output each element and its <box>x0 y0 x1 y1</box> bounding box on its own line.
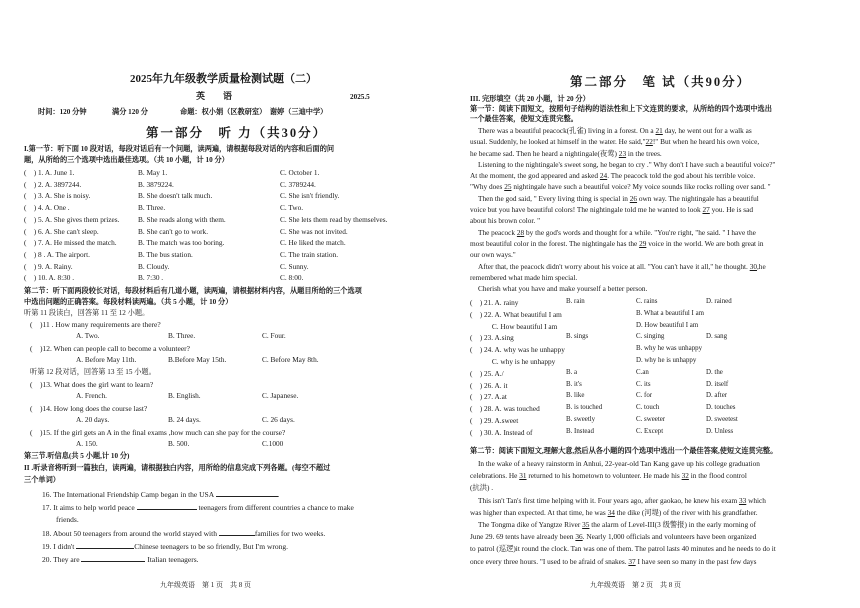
q9-option-b[interactable]: B. Cloudy. <box>138 261 170 271</box>
fill-20-blank[interactable] <box>81 554 145 562</box>
cloze-option-row8-b[interactable]: B. it's <box>566 380 582 388</box>
section3-instruction: II .听录音将听到一篇独白，读两遍，请根据独白内容，用所给的信息完成下列各题。(每空不超过 <box>24 464 331 472</box>
part-two-heading: 第二部分 笔 试（共90分） <box>570 75 752 89</box>
q8-option-c[interactable]: C. The train station. <box>280 249 339 259</box>
q7-option-b[interactable]: B. The match was too boring. <box>138 238 225 248</box>
fill-16: 16. The International Friendship Camp began in the USA . <box>42 490 280 499</box>
fill-16-blank[interactable] <box>216 489 278 497</box>
cloze-option-row4-n[interactable]: ( ) 23. A.sing <box>470 333 514 343</box>
q5-option-a[interactable]: ( ) 5. A. She gives them prizes. <box>24 214 120 224</box>
q11: ( )11 . How many requirements are there? <box>30 320 161 329</box>
q7-option-a[interactable]: ( ) 7. A. He missed the match. <box>24 238 117 248</box>
blank-35[interactable]: 35 <box>582 520 590 530</box>
blank-33[interactable]: 33 <box>738 495 747 505</box>
q12-option-a[interactable]: A. Before May 11th. <box>76 355 137 364</box>
section2-instruction: 第二节：听下面两段较长对话，每段材料后有几道小题，读两遍，请根据材料内容，从题目所给的三个选项 <box>24 287 362 295</box>
blank-23[interactable]: 23 <box>618 148 627 158</box>
reading-passage: In the wake of a heavy rainstorm in Anhui, 22-year-old Tan Kang gave up his college graduation celebrations. He 31 returned to his hometown to volunteer. He made his 32 in the flood control (抗洪) . This isn't Tan's first time helping with it. Four years ago, after gaokao, he knew his exam 33 which was higher than expected. At that time, he was 34 the dike (河堤) of the river with his grandfather. The Tongma dike of Yangtze River 35 the alarm of Level-III(3 级警报) in the early morning of June 29. 69 tents have already been 36. Nearly 1,000 officials and volunteers have been organized to patrol (巡逻)it round the clock. Tan was one of them. The patrol lasts 40 minutes and he needs to do it once every three hours. "I used to be afraid of snakes. 37 I have seen so many in the past few days <box>470 459 776 566</box>
cloze-option-row10-c[interactable]: C. touch <box>636 404 660 412</box>
fill-18-blank[interactable] <box>219 528 255 536</box>
right-page <box>430 0 860 608</box>
q12: ( )12. When can people call to become a volunteer? <box>30 344 191 353</box>
q3-option-b[interactable]: B. She doesn't talk much. <box>138 191 213 201</box>
cloze-option-row2-c[interactable]: B. What a beautiful I am <box>636 309 704 317</box>
cloze-option-row8-n[interactable]: ( ) 26. A. it <box>470 380 508 390</box>
q8-option-b[interactable]: B. The bus station. <box>138 249 193 259</box>
fill-17-cont: friends. <box>56 515 79 524</box>
cloze-option-row7-b[interactable]: B. a <box>566 368 578 376</box>
cloze-option-row10-n[interactable]: ( ) 28. A. was touched <box>470 404 540 414</box>
cloze-option-row4-d[interactable]: D. sang <box>706 333 728 341</box>
q15-option-c[interactable]: C.1000 <box>262 439 284 448</box>
cloze-option-row7-c[interactable]: C.an <box>636 368 649 376</box>
q14-option-b[interactable]: B. 24 days. <box>168 415 201 424</box>
cloze-option-row6-c[interactable]: D. why he is unhappy <box>636 357 697 364</box>
cloze-option-row2-n[interactable]: ( ) 22. A. What beautiful I am <box>470 309 562 319</box>
q9-option-c[interactable]: C. Sunny. <box>280 261 309 271</box>
q15-option-b[interactable]: B. 500. <box>168 439 190 448</box>
q12-option-c[interactable]: C. Before May 8th. <box>262 355 319 364</box>
blank-32[interactable]: 32 <box>681 471 689 481</box>
cloze-option-row12-n[interactable]: ( ) 30. A. Instead of <box>470 427 533 437</box>
blank-24[interactable]: 24 <box>599 171 608 181</box>
cloze-option-row11-d[interactable]: D. sweetest <box>706 416 738 423</box>
q13: ( )13. What does the girl want to learn? <box>30 380 154 389</box>
blank-28[interactable]: 28 <box>516 227 525 237</box>
cloze-option-row9-b[interactable]: B. like <box>566 392 585 400</box>
page-footer-2: 九年级英语 第 2 页 共 8 页 <box>590 581 681 589</box>
cloze-option-row11-n[interactable]: ( ) 29. A.sweet <box>470 416 519 425</box>
q7-option-c[interactable]: C. He liked the match. <box>280 238 346 248</box>
exam-title: 2025年九年级教学质量检测试题（二） <box>130 73 317 85</box>
fill-18: 18. About 50 teenagers from around the world stayed with families for two weeks. <box>42 529 326 538</box>
q3-option-a[interactable]: ( ) 3. A. She is noisy. <box>24 191 91 201</box>
blank-25[interactable]: 25 <box>504 182 512 192</box>
blank-26[interactable]: 26 <box>629 193 638 203</box>
cloze-instruction: 第一节：阅读下面短文，按照句子结构的语法性和上下文连贯的要求，从所给的四个选项中选出 <box>470 105 772 113</box>
q1-option-a[interactable]: ( ) 1. A. June 1. <box>24 168 75 177</box>
q6-option-a[interactable]: ( ) 6. A. She can't sleep. <box>24 226 99 236</box>
q10-option-a[interactable]: ( ) 10. A. 8:30 . <box>24 273 75 283</box>
cloze-option-row12-b[interactable]: B. Instead <box>566 427 594 435</box>
cloze-option-row3-n[interactable]: C. How beautiful I am <box>470 321 558 331</box>
section2-instruction-2: 中选出问题的正确答案。每段材料读两遍。（共 5 小题，计 10 分） <box>24 298 233 306</box>
q14: ( )14. How long does the course last? <box>30 404 148 413</box>
listen-instruction-2: 听第 12 段对话，回答第 13 至 15 小题。 <box>30 368 156 376</box>
part-one-heading: 第一部分 听 力（共30分） <box>146 126 328 140</box>
cloze-option-row9-d[interactable]: D. after <box>706 392 728 400</box>
q2-option-b[interactable]: B. 3879224. <box>138 179 174 189</box>
q1-option-c[interactable]: C. October 1. <box>280 168 320 177</box>
q11-option-b[interactable]: B. Three. <box>168 331 196 340</box>
cloze-option-row1-c[interactable]: C. rains <box>636 298 658 305</box>
reading-instruction: 第二节：阅读下面短文,理解大意,然后从各小题的四个选项中选出一个最佳答案,使短文连贯完整。 <box>470 447 778 455</box>
cloze-option-row10-b[interactable]: B. is touched <box>566 404 603 412</box>
cloze-option-row8-c[interactable]: C. its <box>636 380 651 388</box>
q6-option-b[interactable]: B. She can't go to work. <box>138 226 209 236</box>
cloze-option-row11-b[interactable]: B. sweetly <box>566 416 596 423</box>
blank-34[interactable]: 34 <box>607 507 615 517</box>
q4-option-a[interactable]: ( ) 4. A. One . <box>24 203 70 213</box>
cloze-option-row5-c[interactable]: B. why he was unhappy <box>636 345 703 353</box>
q13-option-c[interactable]: C. Japanese. <box>262 391 299 400</box>
q14-option-a[interactable]: A. 20 days. <box>76 415 110 424</box>
exam-date: 2025.5 <box>350 93 370 101</box>
q10-option-b[interactable]: B. 7:30 . <box>138 273 164 283</box>
blank-22[interactable]: 22 <box>645 137 653 147</box>
cloze-option-row1-b[interactable]: B. rain <box>566 298 585 305</box>
q1-option-b[interactable]: B. May 1. <box>138 168 168 177</box>
q2-option-a[interactable]: ( ) 2. A. 3897244. <box>24 179 82 189</box>
q15-option-a[interactable]: A. 150. <box>76 439 98 448</box>
blank-37[interactable]: 37 <box>628 556 636 566</box>
section3-heading: 第三节.听信息(共 5 小题,计 10 分) <box>24 452 130 460</box>
q5-option-c[interactable]: C. She lets them read by themselves. <box>280 214 388 224</box>
cloze-option-row7-d[interactable]: D. the <box>706 368 723 376</box>
blank-30[interactable]: 30 <box>749 261 757 271</box>
section3-instruction-2: 三个单词） <box>24 476 60 484</box>
exam-score: 满分 120 分 <box>112 108 148 116</box>
blank-29[interactable]: 29 <box>639 238 647 248</box>
cloze-option-row11-c[interactable]: C. sweeter <box>636 416 666 423</box>
fill-19-blank[interactable] <box>76 541 134 549</box>
q4-option-c[interactable]: C. Two. <box>280 203 304 213</box>
q10-option-c[interactable]: C. 8:00. <box>280 273 304 283</box>
blank-27[interactable]: 27 <box>702 205 710 215</box>
exam-authors: 命题：权小娟（区教研室） 谢婷（三迪中学） <box>180 108 328 116</box>
blank-36[interactable]: 36 <box>575 532 583 542</box>
fill-20: 20. They are Italian teenagers. <box>42 555 199 564</box>
q13-option-a[interactable]: A. French. <box>76 391 108 400</box>
cloze-option-row9-c[interactable]: C. for <box>636 392 653 400</box>
section1-instruction-2: 题，从所给的三个选项中选出最佳选项。（共 10 小题，计 10 分） <box>24 156 229 164</box>
cloze-section-heading: III. 完形填空（共 20 小题，计 20 分） <box>470 95 590 103</box>
q2-option-c[interactable]: C. 3789244. <box>280 179 316 189</box>
q3-option-c[interactable]: C. She isn't friendly. <box>280 191 340 201</box>
q12-option-b[interactable]: B.Before May 15th. <box>168 355 227 364</box>
q15: ( )15. If the girl gets an A in the final exams ,how much can she pay for the course? <box>30 428 286 437</box>
fill-17: 17. It aims to help world peace teenagers from different countries a chance to make <box>42 503 354 512</box>
q5-option-b[interactable]: B. She reads along with them. <box>138 214 226 224</box>
cloze-option-row8-d[interactable]: D. itself <box>706 380 729 388</box>
cloze-option-row3-c[interactable]: D. How beautiful I am <box>636 321 699 329</box>
cloze-option-row6-n[interactable]: C. why is he unhappy <box>470 357 556 366</box>
section1-instruction: I.第一节：听下面 10 段对话，每段对话后有一个问题，读两遍，请根据每段对话的内容和后面的问 <box>24 145 335 153</box>
cloze-option-row7-n[interactable]: ( ) 25. A./ <box>470 368 504 378</box>
q14-option-c[interactable]: C. 26 days. <box>262 415 295 424</box>
cloze-option-row5-n[interactable]: ( ) 24. A. why was he unhappy <box>470 345 565 355</box>
blank-31[interactable]: 31 <box>519 471 527 481</box>
cloze-option-row12-c[interactable]: C. Except <box>636 427 664 435</box>
subject: 英 语 <box>196 91 233 101</box>
cloze-option-row4-c[interactable]: C. singing <box>636 333 665 341</box>
cloze-option-row10-d[interactable]: D. touches <box>706 404 736 412</box>
blank-21[interactable]: 21 <box>655 126 663 135</box>
q6-option-c[interactable]: C. She was not invited. <box>280 226 348 236</box>
exam-time: 时间：120 分钟 <box>38 108 87 116</box>
cloze-option-row1-d[interactable]: D. rained <box>706 298 732 305</box>
cloze-instruction-2: 一个最佳答案，使短文连贯完整。 <box>470 115 578 123</box>
q11-option-c[interactable]: C. Four. <box>262 331 286 340</box>
fill-19: 19. I didn't Chinese teenagers to be so friendly, But I'm wrong. <box>42 542 289 551</box>
q8-option-a[interactable]: ( ) 8 . A. The airport. <box>24 249 90 259</box>
cloze-passage: There was a beautiful peacock(孔雀) living in a forest. On a 21 day, he went out for a walk as usual. Suddenly, he looked at himself in the water. He said,"22!" But when he heard his own voice, he became sad. Then he heard a nightingale(夜莺) 23 in the trees. Listening to the nightingale's sweet song, he began to cry ." Why don't I have such a beautiful voice?" At the moment, the god appeared and asked 24. The peacock told the god about his terrible voice. "Why does 25 nightingale have such a beautiful voice? My voice sounds like rocks rolling over sand. " Then the god said, " Every living thing is special in 26 own way. The nightingale has a beautiful voice but you have beautiful colors! The nightingale told me he wanted to look 27 you. He is sad about his brown color. " The peacock 28 by the god's words and thought for a while. "You're right, "he said. " I have the most beautiful color in the forest. The nightingale has the 29 voice in the world. We are both great in our own ways." After that, the peacock didn't worry about his voice at all. "You can't have it all," he thought. 30,he remembered what made him special. Cherish what you have and make yourself a better person. <box>470 126 776 294</box>
fill-17-blank[interactable] <box>137 502 197 510</box>
q9-option-a[interactable]: ( ) 9. A. Rainy. <box>24 261 73 271</box>
cloze-option-row4-b[interactable]: B. sings <box>566 333 589 341</box>
q11-option-a[interactable]: A. Two. <box>76 331 100 340</box>
page-footer-1: 九年级英语 第 1 页 共 8 页 <box>160 581 251 589</box>
cloze-option-row12-d[interactable]: D. Unless <box>706 427 734 435</box>
q13-option-b[interactable]: B. English. <box>168 391 201 400</box>
cloze-option-row9-n[interactable]: ( ) 27. A.at <box>470 392 507 402</box>
listen-instruction-1: 听第 11 段读白，回答第 11 至 12 小题。 <box>24 309 150 317</box>
cloze-option-row1-n[interactable]: ( ) 21. A. rainy <box>470 298 519 307</box>
q4-option-b[interactable]: B. Three. <box>138 203 166 213</box>
